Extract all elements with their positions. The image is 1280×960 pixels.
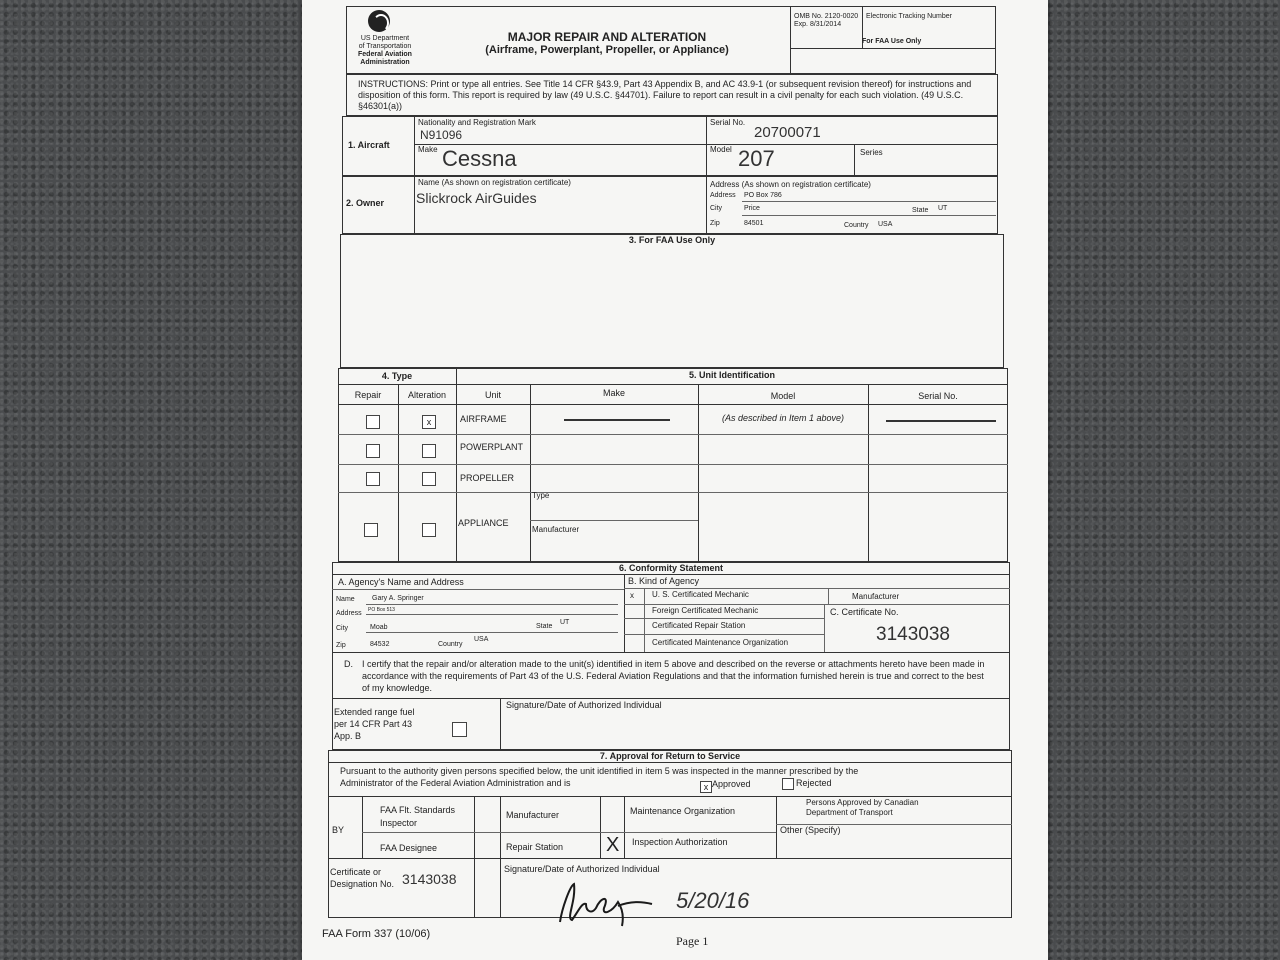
make-col: Make <box>602 388 625 398</box>
type-title: 4. Type <box>381 371 413 381</box>
owner-name-value: Slickrock AirGuides <box>416 190 537 206</box>
row-airframe: AIRFRAME <box>460 414 507 424</box>
reg-label: Nationality and Registration Mark <box>418 118 536 127</box>
propeller-repair-checkbox[interactable] <box>366 472 380 486</box>
row-appliance: APPLIANCE <box>458 518 509 528</box>
kind-us-mechanic: U. S. Certificated Mechanic <box>652 590 749 599</box>
serial-col: Serial No. <box>918 391 958 401</box>
form-paper <box>302 0 1048 960</box>
ext-fuel-label: Extended range fuel per 14 CFR Part 43 App. B <box>334 707 415 741</box>
approved-label: Approved <box>712 779 751 789</box>
repair-col: Repair <box>354 390 382 400</box>
airframe-alteration-checkbox[interactable]: x <box>422 415 436 429</box>
city-label: City <box>710 205 723 212</box>
approval-cert-label: Certificate or Designation No. <box>330 867 395 889</box>
airframe-model-value: (As described in Item 1 above) <box>721 413 845 423</box>
agency-zip-label: Zip <box>336 642 346 649</box>
signature-date: 5/20/16 <box>676 888 750 913</box>
make-label: Make <box>418 145 438 154</box>
serial-label: Serial No. <box>710 118 746 127</box>
country-label: Country <box>844 222 869 229</box>
addr-value: PO Box 786 <box>744 192 782 199</box>
faa-use-header: For FAA Use Only <box>862 38 922 45</box>
agency-country-label: Country <box>438 641 463 648</box>
cert-no-label: C. Certificate No. <box>830 607 899 617</box>
agency-name-value: Gary A. Springer <box>372 595 424 602</box>
agency-country-value: USA <box>474 636 489 643</box>
powerplant-alteration-checkbox[interactable] <box>422 444 436 458</box>
agency-name-label: Name <box>336 596 355 603</box>
make-value: Cessna <box>442 146 517 171</box>
agency-label: A. Agency's Name and Address <box>338 577 464 587</box>
approval-title: 7. Approval for Return to Service <box>599 751 741 761</box>
unit-col: Unit <box>484 390 501 400</box>
faa-flt-standards: FAA Flt. Standards Inspector <box>380 805 456 828</box>
form-title: MAJOR REPAIR AND ALTERATION <box>507 30 707 44</box>
inspection-auth-mark[interactable]: X <box>606 834 620 856</box>
airframe-serial-dash <box>886 420 996 422</box>
page-number: Page 1 <box>676 934 709 948</box>
cert-no-value: 3143038 <box>876 624 950 645</box>
approval-cert-value: 3143038 <box>402 871 457 887</box>
city-value: Price <box>744 205 760 212</box>
agency-city-label: City <box>336 625 349 632</box>
approved-checkbox[interactable]: x <box>700 781 712 793</box>
appliance-alteration-checkbox[interactable] <box>422 523 436 537</box>
approval-text-1: Pursuant to the authority given persons specified below, the unit identified in item 5 was inspected in the manner prescribed by the <box>340 766 859 776</box>
agency-city-value: Moab <box>370 624 388 631</box>
state-value: UT <box>938 205 948 212</box>
rejected-checkbox[interactable] <box>782 778 794 790</box>
reg-value: N91096 <box>420 128 463 142</box>
series-label: Series <box>860 148 883 157</box>
agency-address-value: PO Box 513 <box>368 607 395 613</box>
form-subtitle: (Airframe, Powerplant, Propeller, or Appliance) <box>485 44 729 56</box>
instructions-text: INSTRUCTIONS: Print or type all entries. See Title 14 CFR §43.9, Part 43 Appendix B, and AC 43.9-1 (or subsequent revision thereof) for instructions and disposition of this form. This report is required by law (49 U.S.C. §44701). Failure to report can result in a civil penalty for each such violation. (49 U.S.C. §46301(a)) <box>358 79 972 111</box>
conformity-sig-label: Signature/Date of Authorized Individual <box>506 700 662 710</box>
approval-text-2: Administrator of the Federal Aviation Administration and is <box>340 778 571 788</box>
kind-manufacturer: Manufacturer <box>852 592 900 601</box>
owner-address-label: Address (As shown on registration certificate) <box>710 180 871 189</box>
row-powerplant: POWERPLANT <box>460 442 524 452</box>
addr-label: Address <box>710 192 736 199</box>
by-manufacturer: Manufacturer <box>506 810 560 820</box>
model-value: 207 <box>738 146 775 171</box>
unit-id-title: 5. Unit Identification <box>688 370 775 380</box>
alteration-col: Alteration <box>407 390 447 400</box>
form-number: FAA Form 337 (10/06) <box>322 928 431 940</box>
by-other: Other (Specify) <box>780 825 841 835</box>
model-col: Model <box>770 391 796 401</box>
serial-value: 20700071 <box>754 124 821 141</box>
handwritten-signature <box>552 872 662 930</box>
owner-section-label: 2. Owner <box>346 198 385 208</box>
appliance-repair-checkbox[interactable] <box>364 523 378 537</box>
expiration: Exp. 8/31/2014 <box>794 21 842 28</box>
kind-repair-station: Certificated Repair Station <box>652 621 746 630</box>
zip-value: 84501 <box>744 220 764 227</box>
d-label: D. <box>344 659 353 669</box>
row-propeller: PROPELLER <box>460 473 515 483</box>
powerplant-repair-checkbox[interactable] <box>366 444 380 458</box>
rejected-label: Rejected <box>796 778 832 788</box>
by-inspection-auth: Inspection Authorization <box>632 837 728 847</box>
omb-number: OMB No. 2120-0020 <box>794 13 859 20</box>
agency-address-label: Address <box>336 610 362 617</box>
kind-foreign-mechanic: Foreign Certificated Mechanic <box>652 606 759 615</box>
agency-zip-value: 84532 <box>370 641 390 648</box>
faa-use-section <box>340 234 1004 368</box>
aircraft-section-label: 1. Aircraft <box>348 140 390 150</box>
kind-maint-org: Certificated Maintenance Organization <box>652 638 789 647</box>
appliance-type-label: Type <box>532 491 550 500</box>
state-label: State <box>912 207 929 214</box>
airframe-repair-checkbox[interactable] <box>366 415 380 429</box>
by-repair-station: Repair Station <box>506 842 564 852</box>
dot-logo <box>368 10 390 32</box>
faa-designee: FAA Designee <box>380 843 438 853</box>
certify-text: I certify that the repair and/or alteration made to the unit(s) identified in item 5 above and described on the reverse or attachments hereto have been made in accordance with the requirements of Part 43 of the U.S. Federal Aviation Regulations and that the information furnished herein is true and correct to the best of my knowledge. <box>362 659 985 693</box>
by-label: BY <box>332 825 345 835</box>
tracking-label: Electronic Tracking Number <box>866 13 952 20</box>
owner-name-label: Name (As shown on registration certificate) <box>418 178 571 187</box>
model-label: Model <box>710 145 732 154</box>
by-canadian: Persons Approved by Canadian Department of Transport <box>806 798 919 817</box>
by-maint-org: Maintenance Organization <box>630 806 736 816</box>
agency-state-value: UT <box>560 619 570 626</box>
propeller-alteration-checkbox[interactable] <box>422 472 436 486</box>
appliance-mfr-label: Manufacturer <box>532 525 580 534</box>
country-value: USA <box>878 221 893 228</box>
kind-agency-label: B. Kind of Agency <box>628 576 700 586</box>
conformity-title: 6. Conformity Statement <box>618 563 723 573</box>
zip-label: Zip <box>710 220 720 227</box>
faa-use-title: 3. For FAA Use Only <box>628 235 716 245</box>
agency-state-label: State <box>536 623 553 630</box>
ext-fuel-checkbox[interactable] <box>452 722 467 737</box>
approval-sig-label: Signature/Date of Authorized Individual <box>504 864 660 874</box>
us-mechanic-mark[interactable]: x <box>630 591 634 600</box>
agency-name: US Department of Transportation Federal Aviation Administration <box>358 35 412 66</box>
airframe-make-dash <box>564 419 670 421</box>
